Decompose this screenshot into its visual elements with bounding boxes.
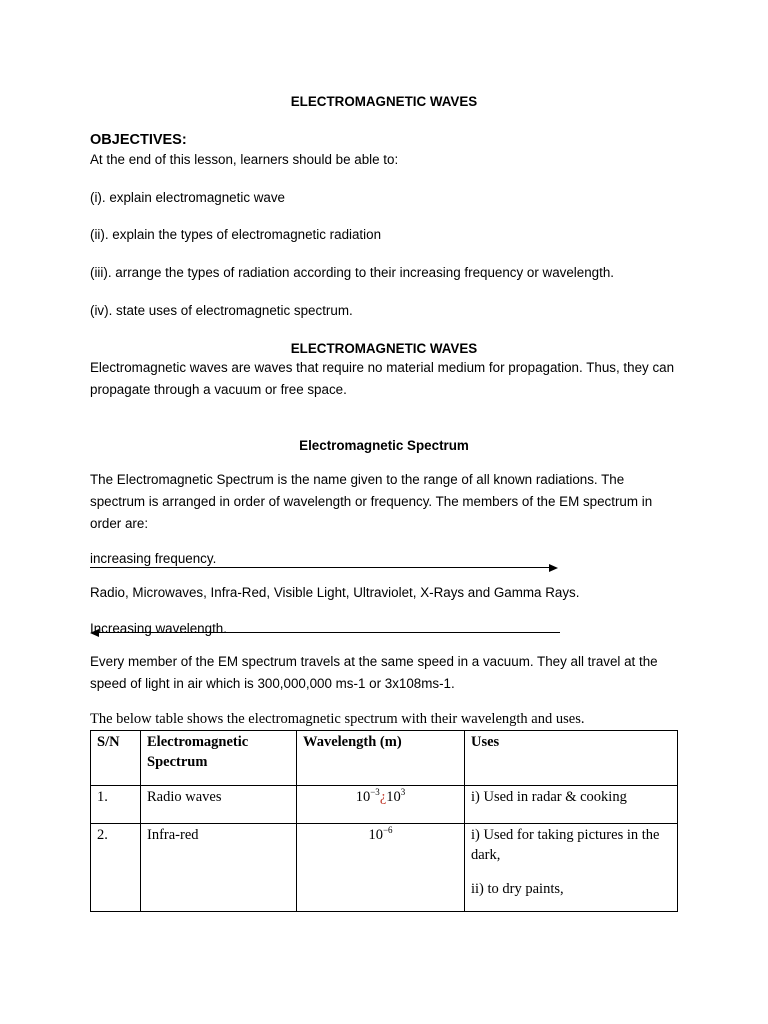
table-row bbox=[91, 786, 678, 824]
row-sn: 2. bbox=[91, 824, 141, 912]
spectrum-members: Radio, Microwaves, Infra-Red, Visible Light, Ultraviolet, X-Rays and Gamma Rays. bbox=[90, 585, 580, 600]
table-row bbox=[91, 824, 678, 912]
objective-item-2: (ii). explain the types of electromagnetic radiation bbox=[90, 227, 382, 242]
header-spectrum: Electromagnetic Spectrum bbox=[141, 731, 297, 786]
em-speed-paragraph: Every member of the EM spectrum travels at the same speed in a vacuum. They all travel at the speed of light in air which is 300,000,000 ms-1 or 3x108ms-1. bbox=[90, 654, 658, 691]
em-waves-heading: ELECTROMAGNETIC WAVES bbox=[290, 341, 478, 356]
header-uses: Uses bbox=[465, 731, 678, 786]
wavelength-arrow-line bbox=[98, 632, 560, 633]
objectives-intro: At the end of this lesson, learners should be able to: bbox=[90, 152, 399, 167]
header-sn: S/N bbox=[91, 731, 141, 786]
em-spectrum-description: The Electromagnetic Spectrum is the name given to the range of all known radiations. The spectrum is arranged in order of wavelength or frequency. The members of the EM spectrum in order are: bbox=[90, 472, 653, 531]
row-sn: 1. bbox=[91, 786, 141, 824]
objective-item-4: (iv). state uses of electromagnetic spectrum. bbox=[90, 303, 353, 318]
em-spectrum-heading: Electromagnetic Spectrum bbox=[299, 438, 469, 453]
row-spectrum: Infra-red bbox=[141, 824, 297, 912]
frequency-arrow-line bbox=[90, 567, 550, 568]
row-wavelength: $10^{-6}$ bbox=[297, 824, 465, 912]
objective-item-3: (iii). arrange the types of radiation according to their increasing frequency or wavelength. bbox=[90, 265, 615, 280]
em-waves-definition: Electromagnetic waves are waves that require no material medium for propagation. Thus, they can propagate through a vacuum or free space. bbox=[90, 360, 675, 397]
objective-item-1: (i). explain electromagnetic wave bbox=[90, 190, 285, 205]
row-uses: i) Used in radar & cooking bbox=[465, 786, 678, 824]
row-wavelength: $10^{-3}¿10^3$ bbox=[297, 786, 465, 824]
page-title: ELECTROMAGNETIC WAVES bbox=[290, 94, 478, 109]
em-spectrum-table bbox=[90, 730, 678, 912]
row-uses: i) Used for taking pictures in the dark, ii) to dry paints, bbox=[465, 824, 678, 912]
row-spectrum: Radio waves bbox=[141, 786, 297, 824]
table-header-row bbox=[91, 731, 678, 786]
frequency-arrow-head-icon bbox=[549, 564, 558, 572]
increasing-frequency-label: increasing frequency. bbox=[90, 551, 217, 566]
objectives-heading: OBJECTIVES: bbox=[90, 132, 187, 148]
table-caption: The below table shows the electromagnetic spectrum with their wavelength and uses. bbox=[90, 711, 585, 727]
header-wavelength: Wavelength (m) bbox=[297, 731, 465, 786]
wavelength-arrow-head-icon bbox=[90, 629, 99, 637]
increasing-wavelength-label: Increasing wavelength. bbox=[90, 621, 227, 636]
